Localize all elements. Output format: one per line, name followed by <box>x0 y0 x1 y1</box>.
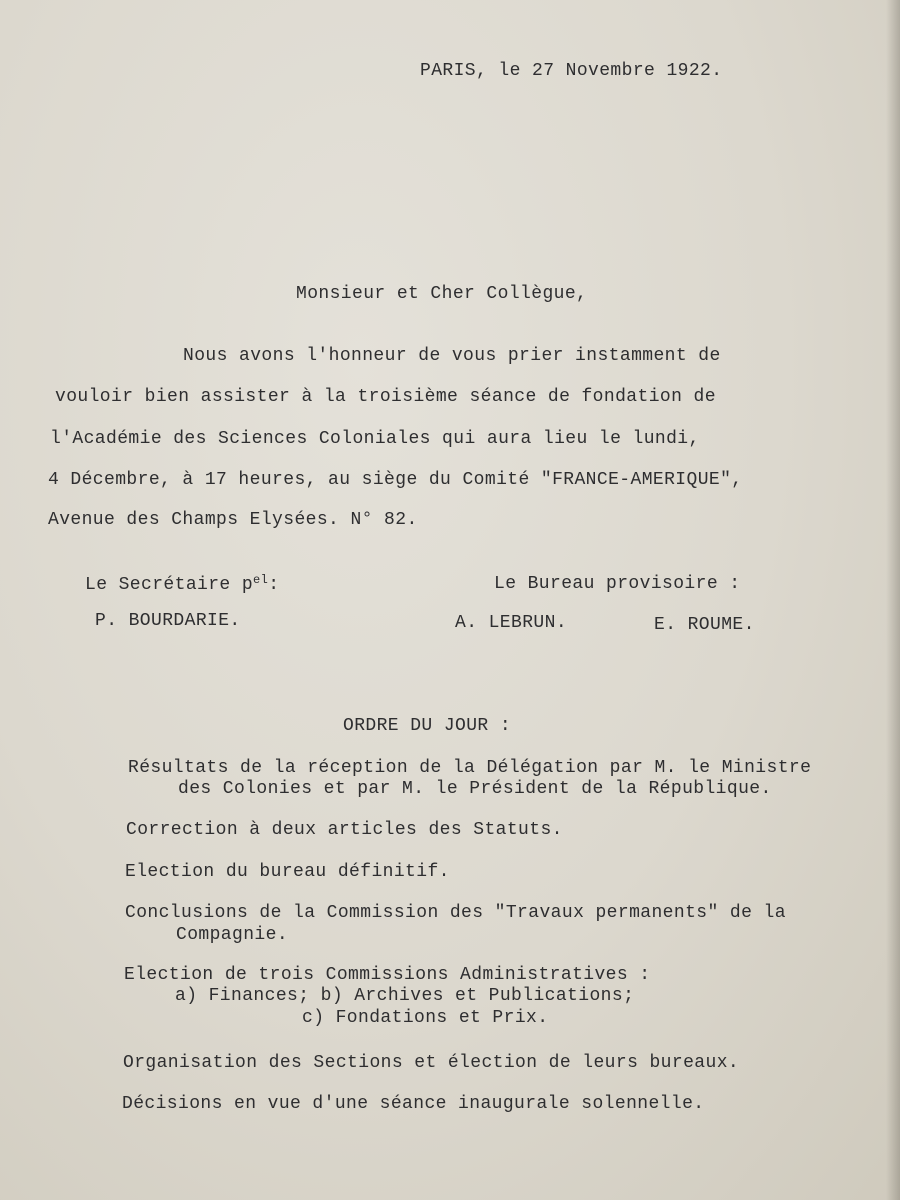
body-line-1: Nous avons l'honneur de vous prier instamment de <box>183 346 721 366</box>
agenda-title: ORDRE DU JOUR : <box>343 716 512 736</box>
agenda-item-1-line-1: Résultats de la réception de la Délégation par M. le Ministre <box>128 758 812 778</box>
page-edge-shadow <box>886 0 900 1200</box>
agenda-item-1-line-2: des Colonies et par M. le Président de la République. <box>178 779 772 799</box>
agenda-item-4-line-2: Compagnie. <box>176 925 289 945</box>
agenda-item-4-line-1: Conclusions de la Commission des "Travaux permanents" de la <box>125 903 786 923</box>
agenda-item-5-line-3: c) Fondations et Prix. <box>302 1008 549 1028</box>
salutation: Monsieur et Cher Collègue, <box>296 284 588 304</box>
date-line: PARIS, le 27 Novembre 1922. <box>420 61 723 81</box>
agenda-item-3: Election du bureau définitif. <box>125 862 450 882</box>
secretary-name: P. BOURDARIE. <box>95 611 241 631</box>
bureau-label: Le Bureau provisoire : <box>494 574 741 594</box>
agenda-item-5-line-2: a) Finances; b) Archives et Publications; <box>175 986 635 1006</box>
body-line-5: Avenue des Champs Elysées. N° 82. <box>48 510 418 530</box>
body-line-2: vouloir bien assister à la troisième séance de fondation de <box>55 387 716 407</box>
secretary-label <box>85 569 279 596</box>
agenda-item-6: Organisation des Sections et élection de leurs bureaux. <box>123 1053 740 1073</box>
bureau-name-roume: E. ROUME. <box>654 615 755 635</box>
secretary-label-text: Le Secrétaire p <box>85 575 254 595</box>
body-line-4: 4 Décembre, à 17 heures, au siège du Comité "FRANCE-AMERIQUE", <box>48 470 743 490</box>
agenda-item-7: Décisions en vue d'une séance inaugurale solennelle. <box>122 1094 705 1114</box>
agenda-item-2: Correction à deux articles des Statuts. <box>126 820 563 840</box>
secretary-label-superscript: el <box>253 573 269 587</box>
body-line-3: l'Académie des Sciences Coloniales qui aura lieu le lundi, <box>50 429 700 449</box>
bureau-name-lebrun: A. LEBRUN. <box>455 613 568 633</box>
agenda-item-5-line-1: Election de trois Commissions Administratives : <box>124 965 651 985</box>
secretary-label-colon: : <box>268 575 280 595</box>
